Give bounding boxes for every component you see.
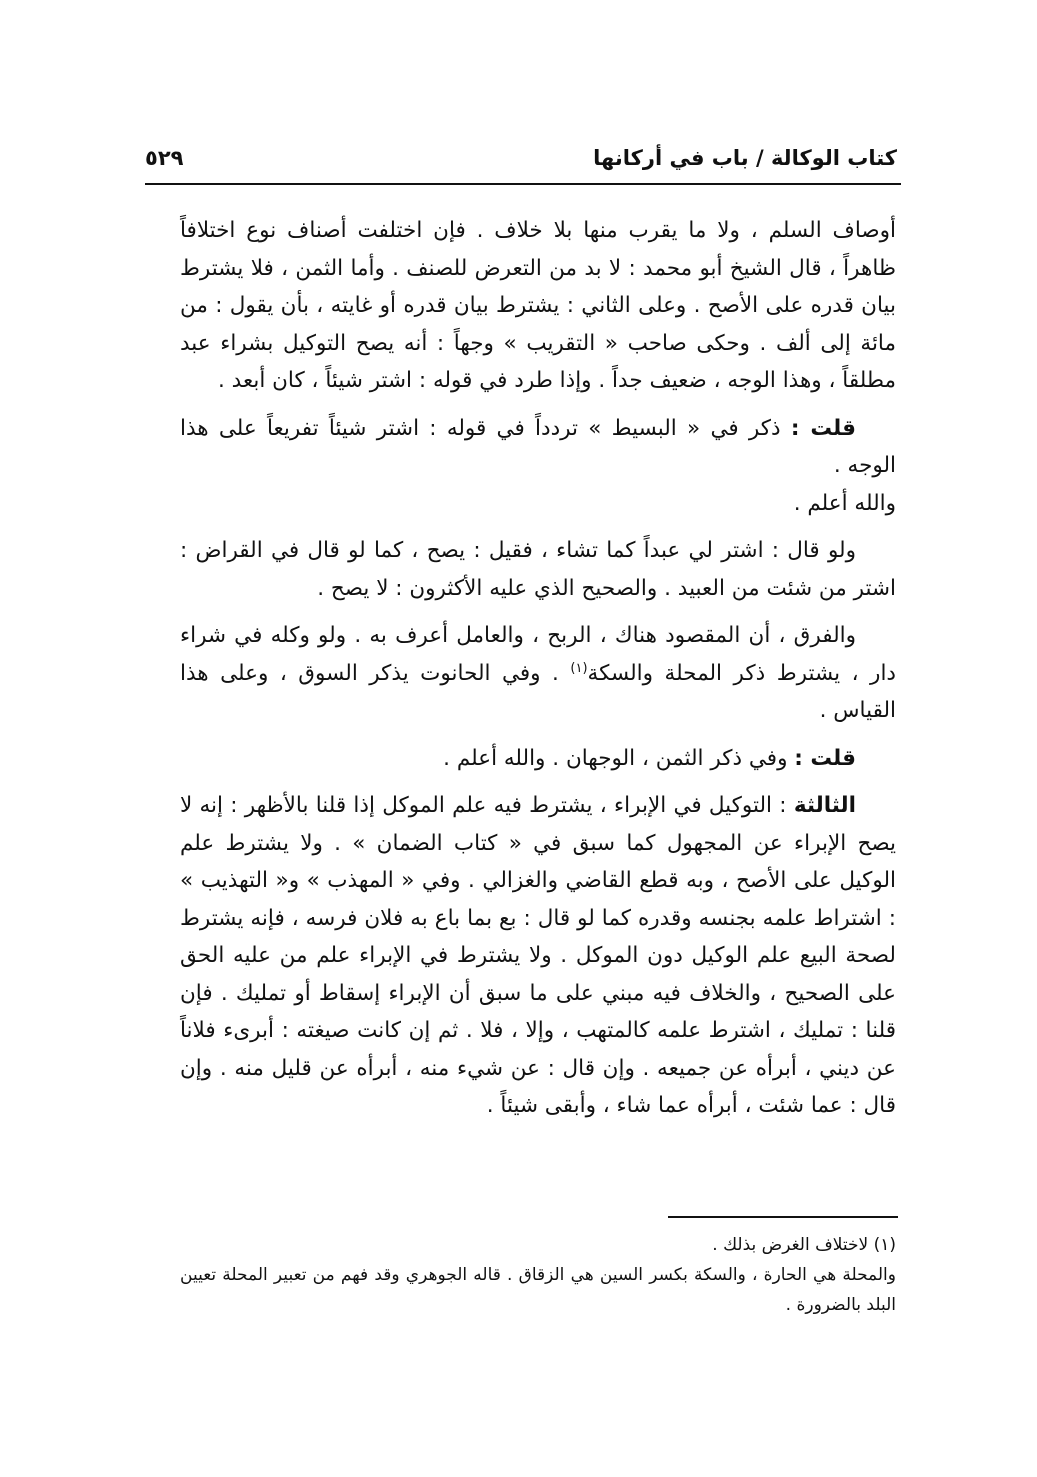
paragraph-text: والله أعلم . [793, 490, 896, 516]
header-rule [145, 183, 901, 185]
footnotes [180, 1230, 896, 1320]
paragraph [180, 410, 896, 523]
paragraph [180, 740, 896, 778]
paragraph-text: وفي ذكر الثمن ، الوجهان . والله أعلم . [443, 745, 795, 771]
section-keyword: الثالثة [793, 793, 856, 818]
paragraph-text: : التوكيل في الإبراء ، يشترط فيه علم الموكل إذا قلنا بالأظهر : إنه لا يصح الإبراء عن المجهول كما سبق في « كتاب الضمان » . ولا يشترط علم الوكيل على الأصح ، وبه قطع القاضي والغزالي . وفي « المهذب » و« التهذيب » : اشتراط علمه بجنسه وقدره كما لو قال : بع بما باع به فلان فرسه ، فإنه يشترط لصحة البيع علم الوكيل دون الموكل . ولا يشترط في الإبراء علم من عليه الحق على الصحيح ، والخلاف فيه مبني على ما سبق أن الإبراء إسقاط أو تمليك . فإن قلنا : تمليك ، اشترط علمه كالمتهب ، وإلا ، فلا . ثم إن كانت صيغته : أبرىء فلاناً عن ديني ، أبرأه عن جميعه . وإن قال : عن شيء منه ، أبرأه عن قليل منه . وإن قال : عما شئت ، أبرأه عما شاء ، وأبقى شيئاً . [180, 793, 896, 1118]
section-keyword: قلت : [794, 745, 856, 771]
paragraph-text: ذكر في « البسيط » تردداً في قوله : اشتر شيئاً تفريعاً على هذا الوجه . [180, 415, 896, 478]
page-header [145, 140, 897, 184]
paragraph [180, 787, 896, 1125]
footnote-reference: (١) [570, 660, 588, 676]
running-title: كتاب الوكالة / باب في أركانها [593, 146, 897, 170]
paragraph-text: والفرق ، أن المقصود هناك ، الربح ، والعامل أعرف به . ولو وكله في شراء دار ، يشترط ذكر المحلة والسكة [180, 623, 896, 686]
paragraph-text: ولو قال : اشتر لي عبداً كما تشاء ، فقيل : يصح ، كما لو قال في القراض : اشتر من شئت من العبيد . والصحيح الذي عليه الأكثرون : لا يصح . [180, 538, 896, 601]
footnote-continuation: والمحلة هي الحارة ، والسكة بكسر السين هي الزقاق . قاله الجوهري وقد فهم من تعبير المحلة تعيين البلد بالضرورة . [180, 1265, 896, 1315]
main-text [180, 212, 896, 1135]
paragraph [180, 532, 896, 607]
footnote-rule [668, 1216, 898, 1218]
footnote: (١) لاختلاف الغرض بذلك . [712, 1235, 896, 1255]
section-keyword: قلت : [790, 415, 856, 441]
paragraph [180, 617, 896, 730]
paragraph-text: . وفي الحانوت يذكر السوق ، وعلى هذا القياس . [180, 660, 896, 723]
paragraph [180, 212, 896, 400]
paragraph-text: أوصاف السلم ، ولا ما يقرب منها بلا خلاف . فإن اختلفت أصناف نوع اختلافاً ظاهراً ، قال الشيخ أبو محمد : لا بد من التعرض للصنف . وأما الثمن ، فلا يشترط بيان قدره على الأصح . وعلى الثاني : يشترط بيان قدره أو غايته ، بأن يقول : من مائة إلى ألف . وحكى صاحب « التقريب » وجهاً : أنه يصح التوكيل بشراء عبد مطلقاً ، وهذا الوجه ، ضعيف جداً . وإذا طرد في قوله : اشتر شيئاً ، كان أبعد . [180, 218, 896, 393]
page-number: ٥٢٩ [145, 146, 184, 170]
